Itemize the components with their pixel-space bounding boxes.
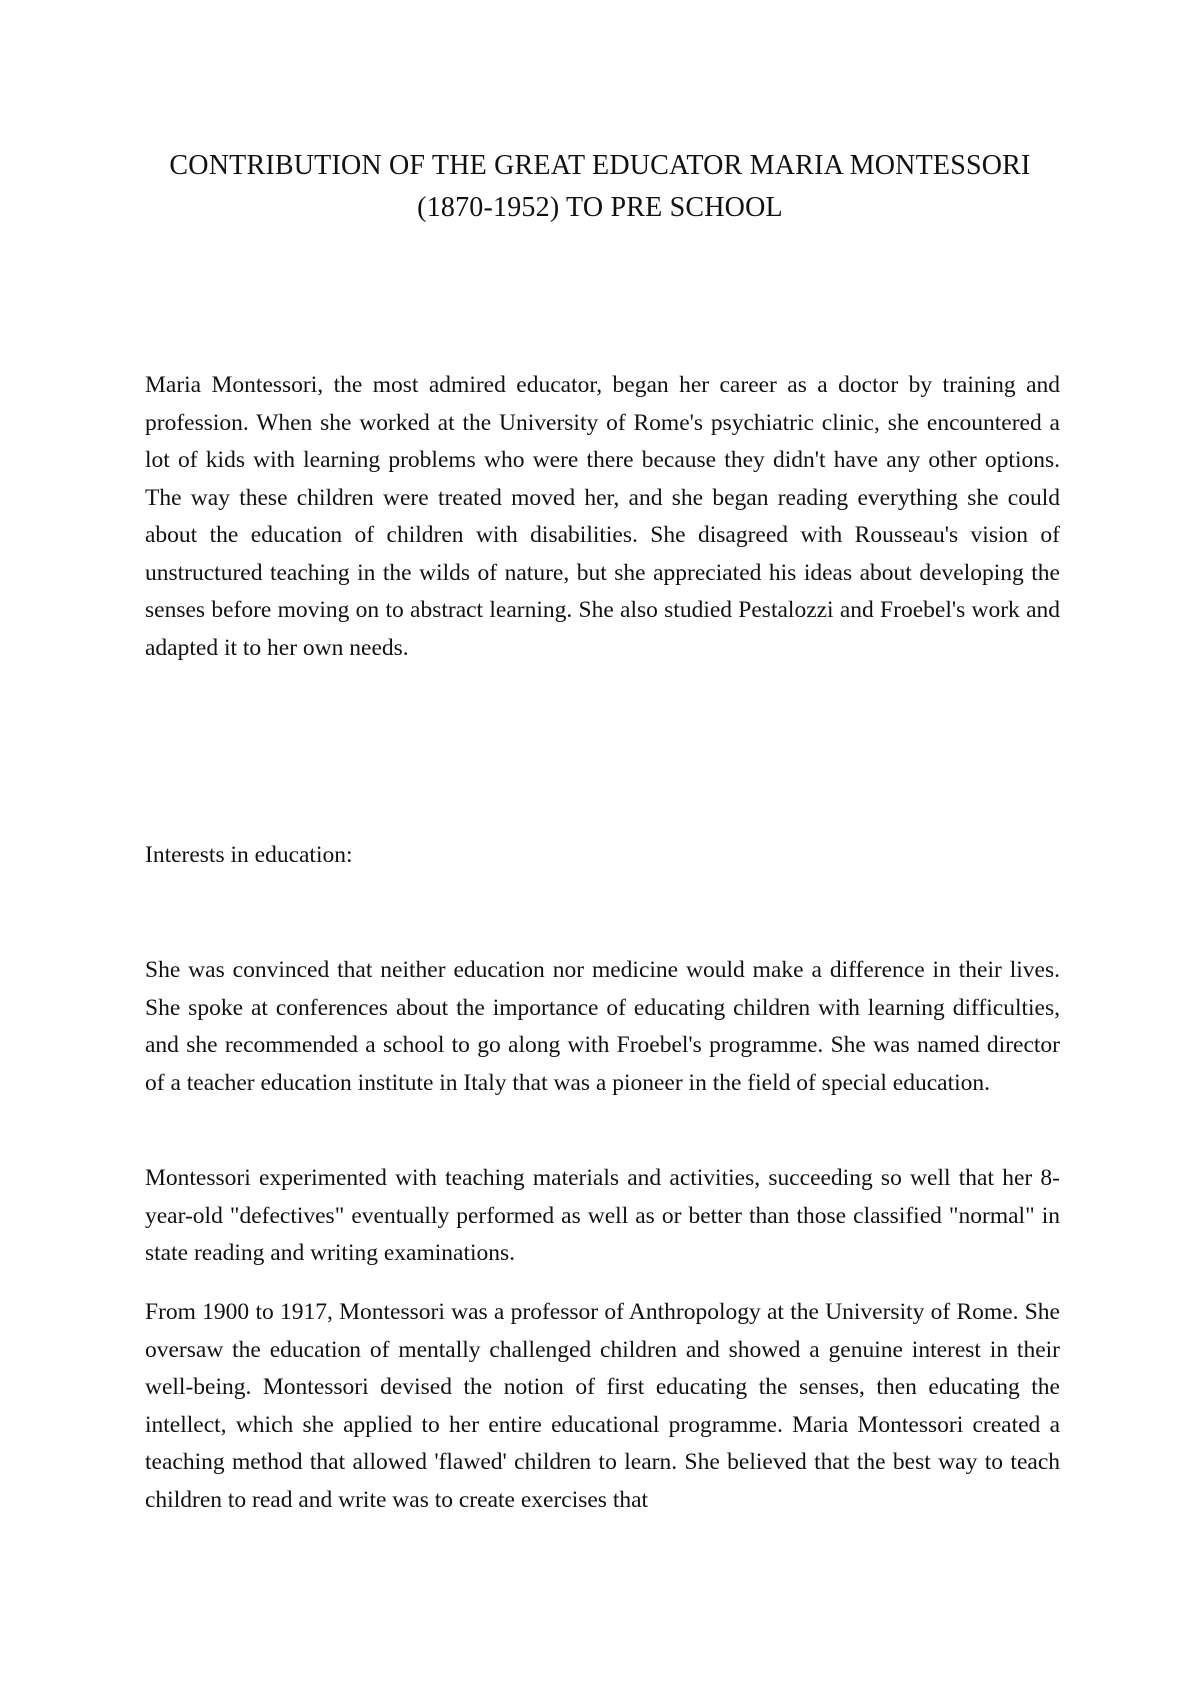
professor-paragraph: From 1900 to 1917, Montessori was a professor of Anthropology at the University of Rome. She oversaw the education of mentally challenged children and showed a genuine interest in their well-being. Montessori devised the notion of first educating the senses, then educating the intellect, which she applied to her entire educational programme. Maria Montessori created a teaching method that allowed 'flawed' children to learn. She believed that the best way to teach children to read and write was to create exercises that <box>145 1299 1060 1513</box>
experimented-paragraph: Montessori experimented with teaching materials and activities, succeeding so well that her 8-year-old "defectives" eventually performed as well as or better than those classified "normal" in state reading and writing examinations. <box>145 1165 1060 1266</box>
convinced-paragraph: She was convinced that neither education nor medicine would make a difference in their lives. She spoke at conferences about the importance of educating children with learning difficulties, and she recommended a school to go along with Froebel's programme. She was named director of a teacher education institute in Italy that was a pioneer in the field of special education. <box>145 957 1060 1096</box>
page-title: CONTRIBUTION OF THE GREAT EDUCATOR MARIA MONTESSORI (1870-1952) TO PRE SCHOOL <box>169 150 1031 223</box>
intro-paragraph: Maria Montessori, the most admired educator, began her career as a doctor by training and profession. When she worked at the University of Rome's psychiatric clinic, she encountered a lot of kids with learning problems who were there because they didn't have any other options. The way these children were treated moved her, and she began reading everything she could about the education of children with disabilities. She disagreed with Rousseau's vision of unstructured teaching in the wilds of nature, but she appreciated his ideas about developing the senses before moving on to abstract learning. She also studied Pestalozzi and Froebel's work and adapted it to her own needs. <box>145 372 1060 661</box>
section-heading: Interests in education: <box>145 842 353 868</box>
